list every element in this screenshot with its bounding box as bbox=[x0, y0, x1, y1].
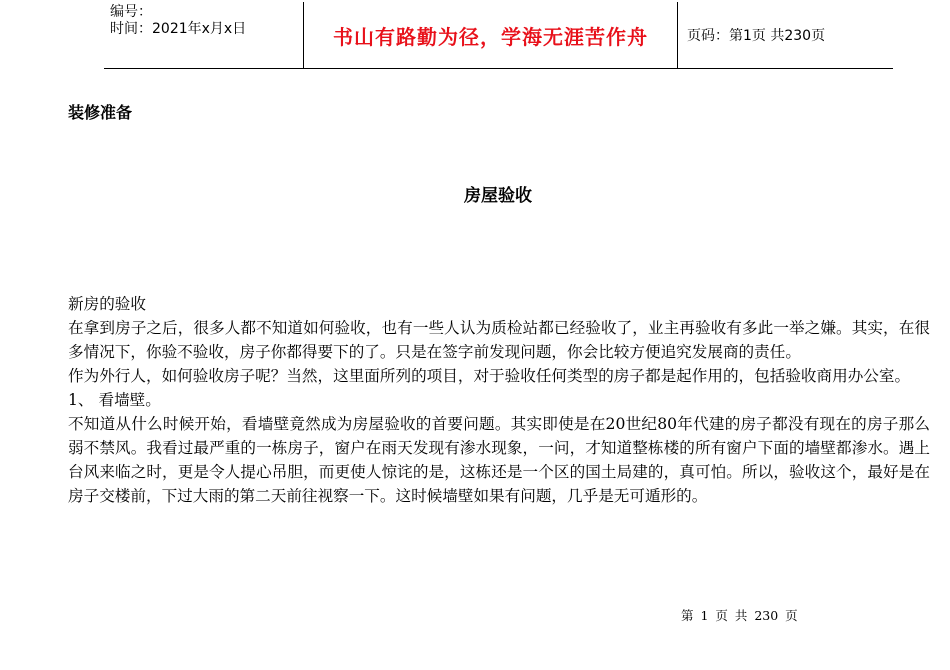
document-title: 房屋验收 bbox=[464, 186, 532, 206]
page-footer: 第 1 页 共 230 页 bbox=[681, 608, 798, 623]
header-page-info: 页码：第1页 共230页 bbox=[687, 28, 826, 44]
paragraph: 不知道从什么时候开始，看墙壁竟然成为房屋验收的首要问题。其实即使是在20世纪80年代建的房子都没有现在的房子那么弱不禁风。我看过最严重的一栋房子，窗户在雨天发现有渗水现象，一问，才知道整栋楼的所有窗户下面的墙壁都渗水。遇上台风来临之时，更是令人提心吊胆，而更使人惊诧的是，这栋还是一个区的国土局建的，真可怕。所以，验收这个，最好是在房子交楼前，下过大雨的第二天前往视察一下。这时候墙壁如果有问题，几乎是无可遁形的。 bbox=[68, 415, 930, 505]
header-page-cell bbox=[678, 2, 893, 68]
document-body bbox=[68, 292, 930, 508]
paragraph-subheading: 新房的验收 bbox=[68, 295, 146, 313]
paragraph: 作为外行人，如何验收房子呢？当然，这里面所列的项目，对于验收任何类型的房子都是起作用的，包括验收商用办公室。 bbox=[68, 367, 911, 385]
section-title: 装修准备 bbox=[68, 103, 133, 122]
document-number-label: 编号： bbox=[110, 4, 152, 20]
paragraph-list-heading: 1、 看墙壁。 bbox=[68, 391, 161, 409]
page-header bbox=[104, 2, 893, 69]
header-meta-cell bbox=[104, 2, 304, 68]
paragraph: 在拿到房子之后，很多人都不知道如何验收，也有一些人认为质检站都已经验收了，业主再验收有多此一举之嫌。其实，在很多情况下，你验不验收，房子你都得要下的了。只是在签字前发现问题，你会比较方便追究发展商的责任。 bbox=[68, 319, 930, 361]
document-time-label: 时间：2021年x月x日 bbox=[110, 21, 247, 37]
header-motto: 书山有路勤为径，学海无涯苦作舟 bbox=[333, 24, 648, 49]
header-motto-cell bbox=[304, 2, 678, 68]
